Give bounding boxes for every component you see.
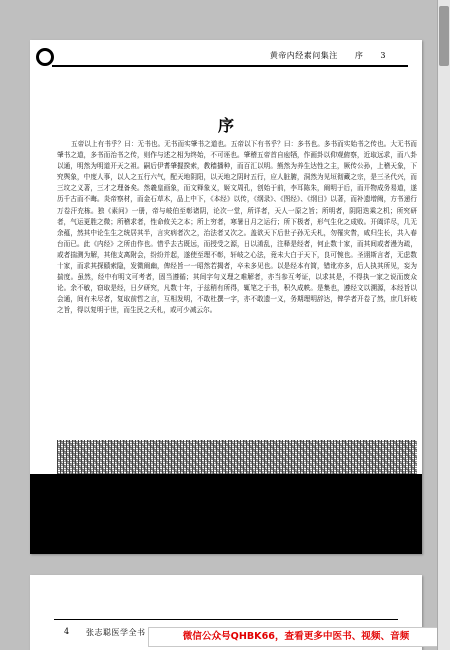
vertical-scrollbar[interactable] (437, 0, 450, 650)
running-head (270, 50, 386, 61)
page-title: 序 (217, 116, 234, 135)
page-number: 4 (64, 627, 70, 636)
watermark-banner: 微信公众号QHBK66，查看更多中医书、视频、音频 (148, 627, 444, 647)
publisher-logo (36, 48, 54, 66)
running-head-title: 黄帝内经素问集注 (269, 51, 338, 60)
scan-black-region (30, 474, 422, 554)
paragraph: 五帝以上有书乎？曰：无书也。无书而实肇书之道也。五帝以下有书乎？曰：多书也。多书而实始书之传也。大无书而肇书之道，多书而治书之传，则作与述之相为终始，不可诬也。肇稽五帝首自庖牺，作画卦以仰观俯察，近取远求，而八卦以通，明然为明道开天之祖。嗣后伊耆肇握揆索，教穑播种，而百汇以明。熊然为养生达性之主，厥传公孙，上稽天象，下究舆象，中度人事，以人之五行六气，配天地阴阳，以天地之阴时五行，应人脏腑，洞然为见垣彻藏之宗，是三圣代兴，而三坟之义著，三才之理备矣。然羲皇画象，而文释象义，姬文周孔，创始于前，李耳陈朱，阐明于后，而开物成务易道，遂历千古而不晦。炎帝察材，而金石草木，品上中下，《本经》以传，《纲录》、《图经》、《纲目》以著，而补遗增阙，方书递行万卷汗充栋。独《素问》一册，帝与岐伯至彰诸阴，论次一堂，所详者，天人一原之旨；所明者，阴阳迭乘之机；所究研者，气运更胜之微；所稽求者，性命攸关之本；所上穷者，寒暑日月之运行；所下极者，形气生化之成败。开阖详尽，几无余蕴，然其中论生生之统居其半，言灾病者次之，治法者又次之。盖欲天下后世子孙无夭札，勿罹灾眚，咸归生长，共入春台而已。此《内经》之所由作也。惜乎去古既远，而授受之源，日以淆乱，注释是经者，何止数十家，而其间或者漫为疏，或者揣测为解，其他支离附会，纷纷并起，遂使至理不彰，轩岐之心法，竟未大白于天下，良可惋也。圣诩斯言者，无虑数十家，而求其探赜索隐，发微阐幽，俾经旨一一昭然若揭者，卒未多见也。以是经本有简，错讹亦多，后人执其所见，妄为揣度。虽然，经中有明文可考者，固当遵循；其间字句义理之难解者，亦当参互考证，以求其是，不得执一家之说而废众论。余不敏，窃取是经，日夕研究，凡数十年，于兹稍有所得，辄笔之于书，积久成帙。是集也，遵经文以溯源，本经旨以会通，间有未尽者，复取前哲之言，互相发明，不敢杜撰一字，亦不敢遗一义，务期理明辞达，俾学者开卷了然，庶几轩岐之旨，得以复明于世，而生民之夭札，或可少减云尔。 (57, 140, 417, 315)
scan-noise-band (57, 440, 417, 474)
page-number: 3 (380, 51, 386, 60)
running-head-section: 序 (354, 51, 364, 60)
running-title: 张志聪医学全书 (86, 628, 146, 637)
scrollbar-thumb[interactable] (439, 6, 449, 66)
footer-rule (54, 619, 398, 620)
body-text (57, 139, 417, 439)
header-rule (52, 65, 408, 67)
page-3 (30, 40, 422, 554)
